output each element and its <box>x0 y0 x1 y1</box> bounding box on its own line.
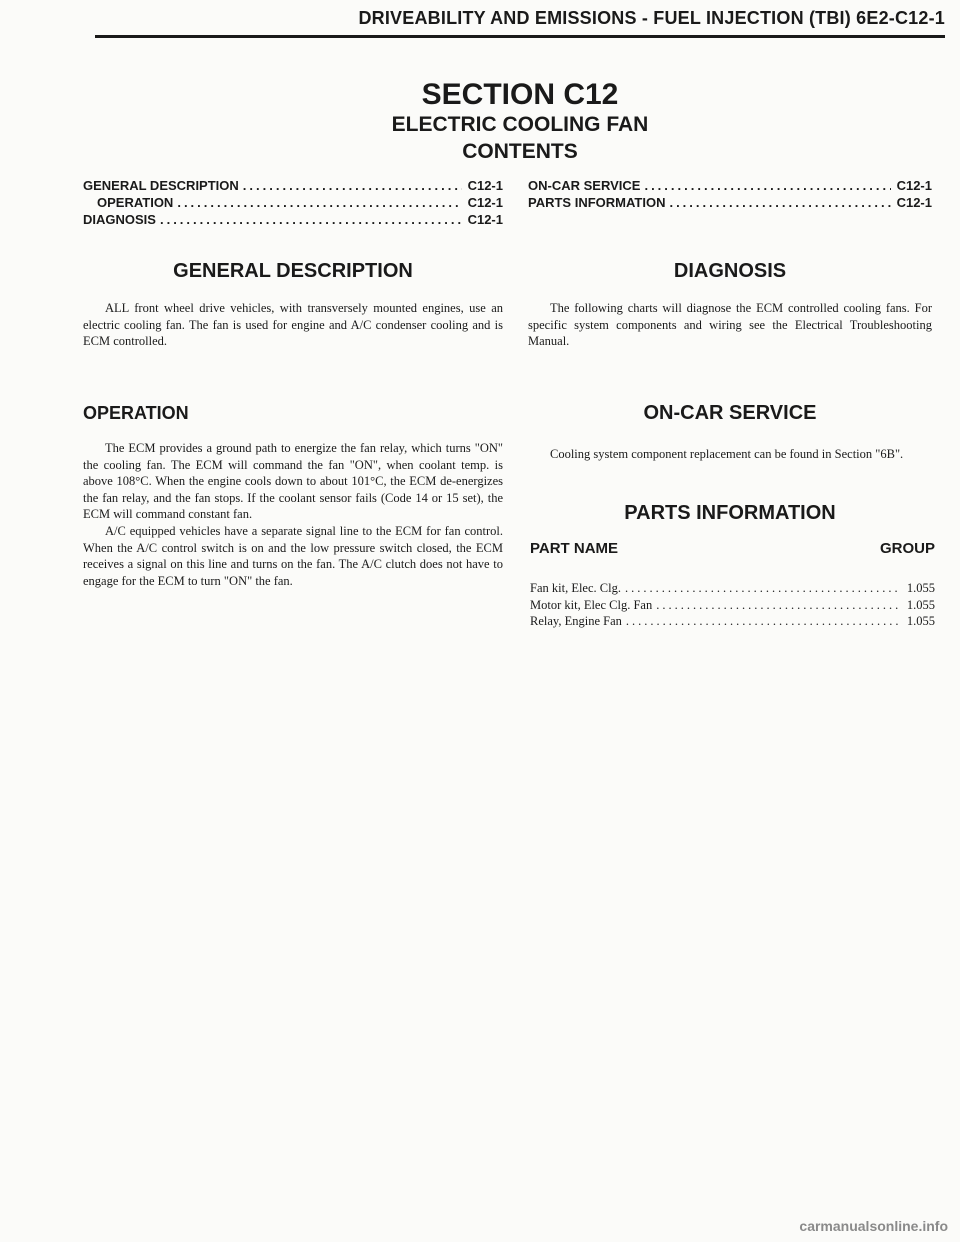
parts-information-heading: PARTS INFORMATION <box>624 502 836 524</box>
operation-paragraph-2: A/C equipped vehicles have a separate signal line to the ECM for fan control. When the A/C control switch is on and the low pressure switch closed, the ECM receives a signal on this line and turns on the fan. The A/C clutch does not have to engage for the ECM to turn "ON" the fan. <box>83 523 503 588</box>
parts-table-header <box>530 540 935 557</box>
toc-item[interactable]: DIAGNOSIS ..... C12-1 <box>83 212 503 229</box>
parts-list <box>530 581 935 631</box>
toc-item[interactable]: PARTS INFORMATION ..... C12-1 <box>528 195 932 212</box>
running-header: DRIVEABILITY AND EMISSIONS - FUEL INJECTION (TBI) 6E2-C12-1 <box>95 8 945 38</box>
watermark: carmanualsonline.info <box>799 1218 948 1234</box>
parts-row: Relay, Engine Fan ..... 1.055 <box>530 614 935 631</box>
toc-item[interactable]: GENERAL DESCRIPTION ..... C12-1 <box>83 178 503 195</box>
toc-item[interactable]: ON-CAR SERVICE ..... C12-1 <box>528 178 932 195</box>
group-column: GROUP <box>879 540 935 557</box>
operation-text <box>83 440 503 589</box>
on-car-service-text: Cooling system component replacement can be found in Section "6B". <box>550 447 904 461</box>
diagnosis-heading: DIAGNOSIS <box>673 260 787 282</box>
contents-heading: CONTENTS <box>462 140 578 163</box>
section-subtitle: ELECTRIC COOLING FAN <box>391 113 649 136</box>
toc-left <box>83 178 503 229</box>
part-name-column: PART NAME <box>530 540 619 557</box>
on-car-service-heading: ON-CAR SERVICE <box>643 402 817 424</box>
general-description-text: ALL front wheel drive vehicles, with transversely mounted engines, use an electric cooling fan. The fan is used for engine and A/C condenser cooling and is ECM controlled. <box>83 301 503 349</box>
diagnosis-text: The following charts will diagnose the ECM controlled cooling fans. For specific system components and wiring see the Electrical Troubleshooting Manual. <box>528 301 932 349</box>
section-title: SECTION C12 <box>421 78 619 111</box>
operation-paragraph-1: The ECM provides a ground path to energize the fan relay, which turns "ON" the cooling fan. The ECM will command the fan "ON", when coolant temp. is above 108°C. When the engine cools down to about 101°C, the ECM de-energizes the fan relay, and the fan stops. If the coolant sensor fails (Code 14 or 15 set), the ECM will command constant fan. <box>83 441 503 522</box>
parts-row: Fan kit, Elec. Clg. ..... 1.055 <box>530 581 935 598</box>
general-description-heading: GENERAL DESCRIPTION <box>173 260 413 282</box>
operation-heading: OPERATION <box>83 403 189 423</box>
parts-row: Motor kit, Elec Clg. Fan ..... 1.055 <box>530 598 935 615</box>
toc-item[interactable]: OPERATION ..... C12-1 <box>83 195 503 212</box>
toc-right <box>528 178 932 212</box>
